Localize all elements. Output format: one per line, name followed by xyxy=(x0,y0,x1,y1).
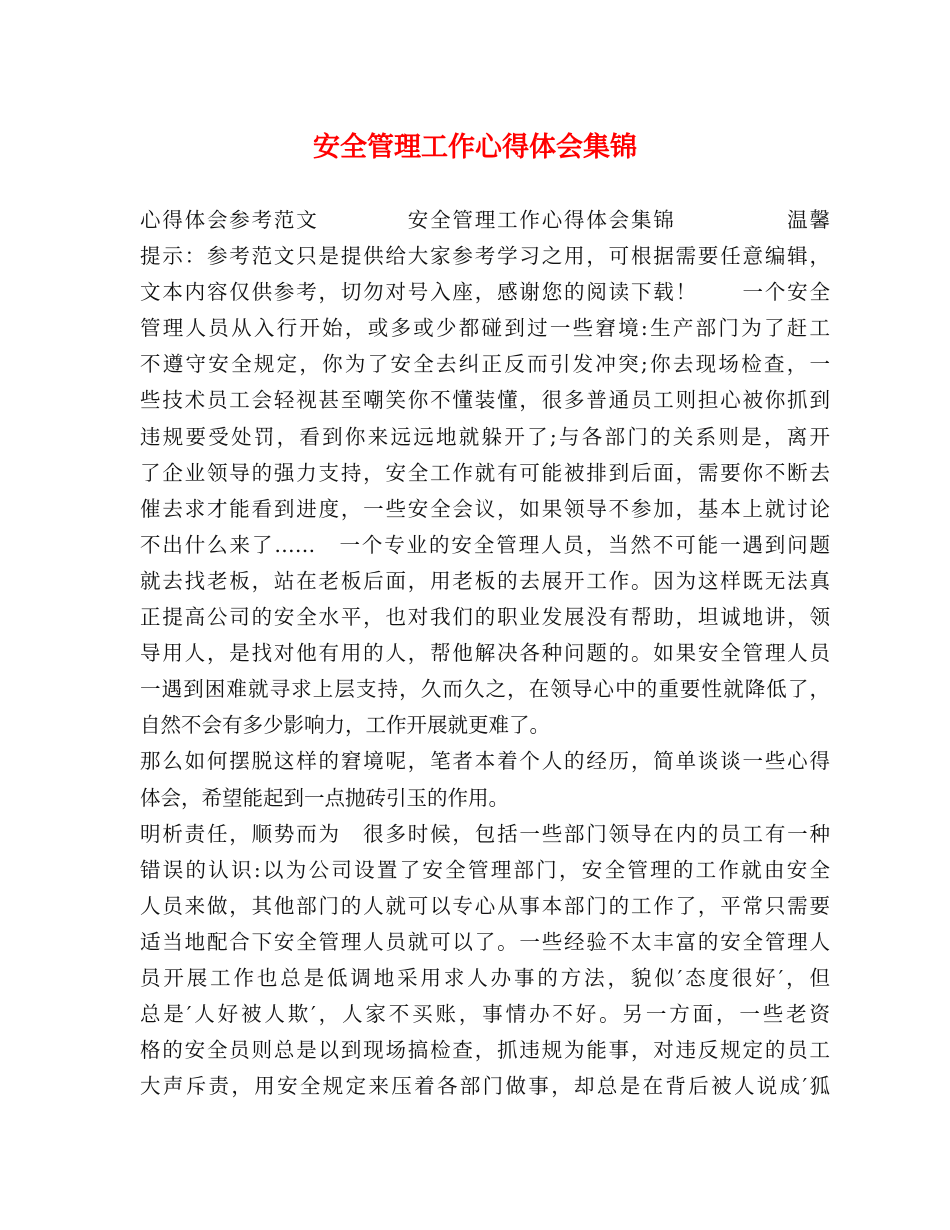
body-line: 不出什么来了…… 一个专业的安全管理人员，当然不可能一遇到问题 xyxy=(140,532,830,557)
body-line: 适当地配合下安全管理人员就可以了。一些经验不太丰富的安全管理人 xyxy=(140,929,830,954)
body-line: 格的安全员则总是以到现场搞检查，抓违规为能事，对违反规定的员工 xyxy=(140,1038,830,1063)
body-line: 错误的认识:以为公司设置了安全管理部门，安全管理的工作就由安全 xyxy=(140,857,830,882)
body-line: 违规要受处罚，看到你来远远地就躲开了;与各部门的关系则是，离开 xyxy=(140,424,830,449)
body-line: 心得体会参考范文 安全管理工作心得体会集锦 温馨 xyxy=(140,208,830,232)
body-line: 大声斥责，用安全规定来压着各部门做事，却总是在背后被人说成′狐 xyxy=(140,1074,830,1099)
body-line: 正提高公司的安全水平，也对我们的职业发展没有帮助，坦诚地讲，领 xyxy=(140,605,830,630)
document-body xyxy=(140,202,830,1104)
body-line: 管理人员从入行开始，或多或少都碰到过一些窘境:生产部门为了赶工 xyxy=(140,316,830,341)
body-line: 总是′人好被人欺′，人家不买账，事情办不好。另一方面，一些老资 xyxy=(140,1002,830,1027)
body-line: 自然不会有多少影响力，工作开展就更难了。 xyxy=(140,713,550,738)
body-line: 不遵守安全规定，你为了安全去纠正反而引发冲突;你去现场检查，一 xyxy=(140,352,830,377)
body-line: 员开展工作也总是低调地采用求人办事的方法，貌似′态度很好′，但 xyxy=(140,965,830,990)
document-title: 安全管理工作心得体会集锦 xyxy=(313,132,637,163)
body-line: 明析责任，顺势而为 很多时候，包括一些部门领导在内的员工有一种 xyxy=(140,821,830,846)
body-line: 了企业领导的强力支持，安全工作就有可能被排到后面，需要你不断去 xyxy=(140,460,830,485)
body-line: 些技术员工会轻视甚至嘲笑你不懂装懂，很多普通员工则担心被你抓到 xyxy=(140,388,830,413)
body-line: 导用人，是找对他有用的人，帮他解决各种问题的。如果安全管理人员 xyxy=(140,641,830,666)
body-line: 体会，希望能起到一点抛砖引玉的作用。 xyxy=(140,785,509,810)
body-line: 催去求才能看到进度，一些安全会议，如果领导不参加，基本上就讨论 xyxy=(140,496,830,521)
body-line: 就去找老板，站在老板后面，用老板的去展开工作。因为这样既无法真 xyxy=(140,568,830,593)
body-line: 文本内容仅供参考，切勿对号入座，感谢您的阅读下载！ 一个安全 xyxy=(140,280,830,305)
body-line: 一遇到困难就寻求上层支持，久而久之，在领导心中的重要性就降低了， xyxy=(140,677,830,702)
body-line: 提示：参考范文只是提供给大家参考学习之用，可根据需要任意编辑， xyxy=(140,244,830,269)
body-line: 那么如何摆脱这样的窘境呢，笔者本着个人的经历，简单谈谈一些心得 xyxy=(140,749,830,774)
body-line: 人员来做，其他部门的人就可以专心从事本部门的工作了，平常只需要 xyxy=(140,893,830,918)
